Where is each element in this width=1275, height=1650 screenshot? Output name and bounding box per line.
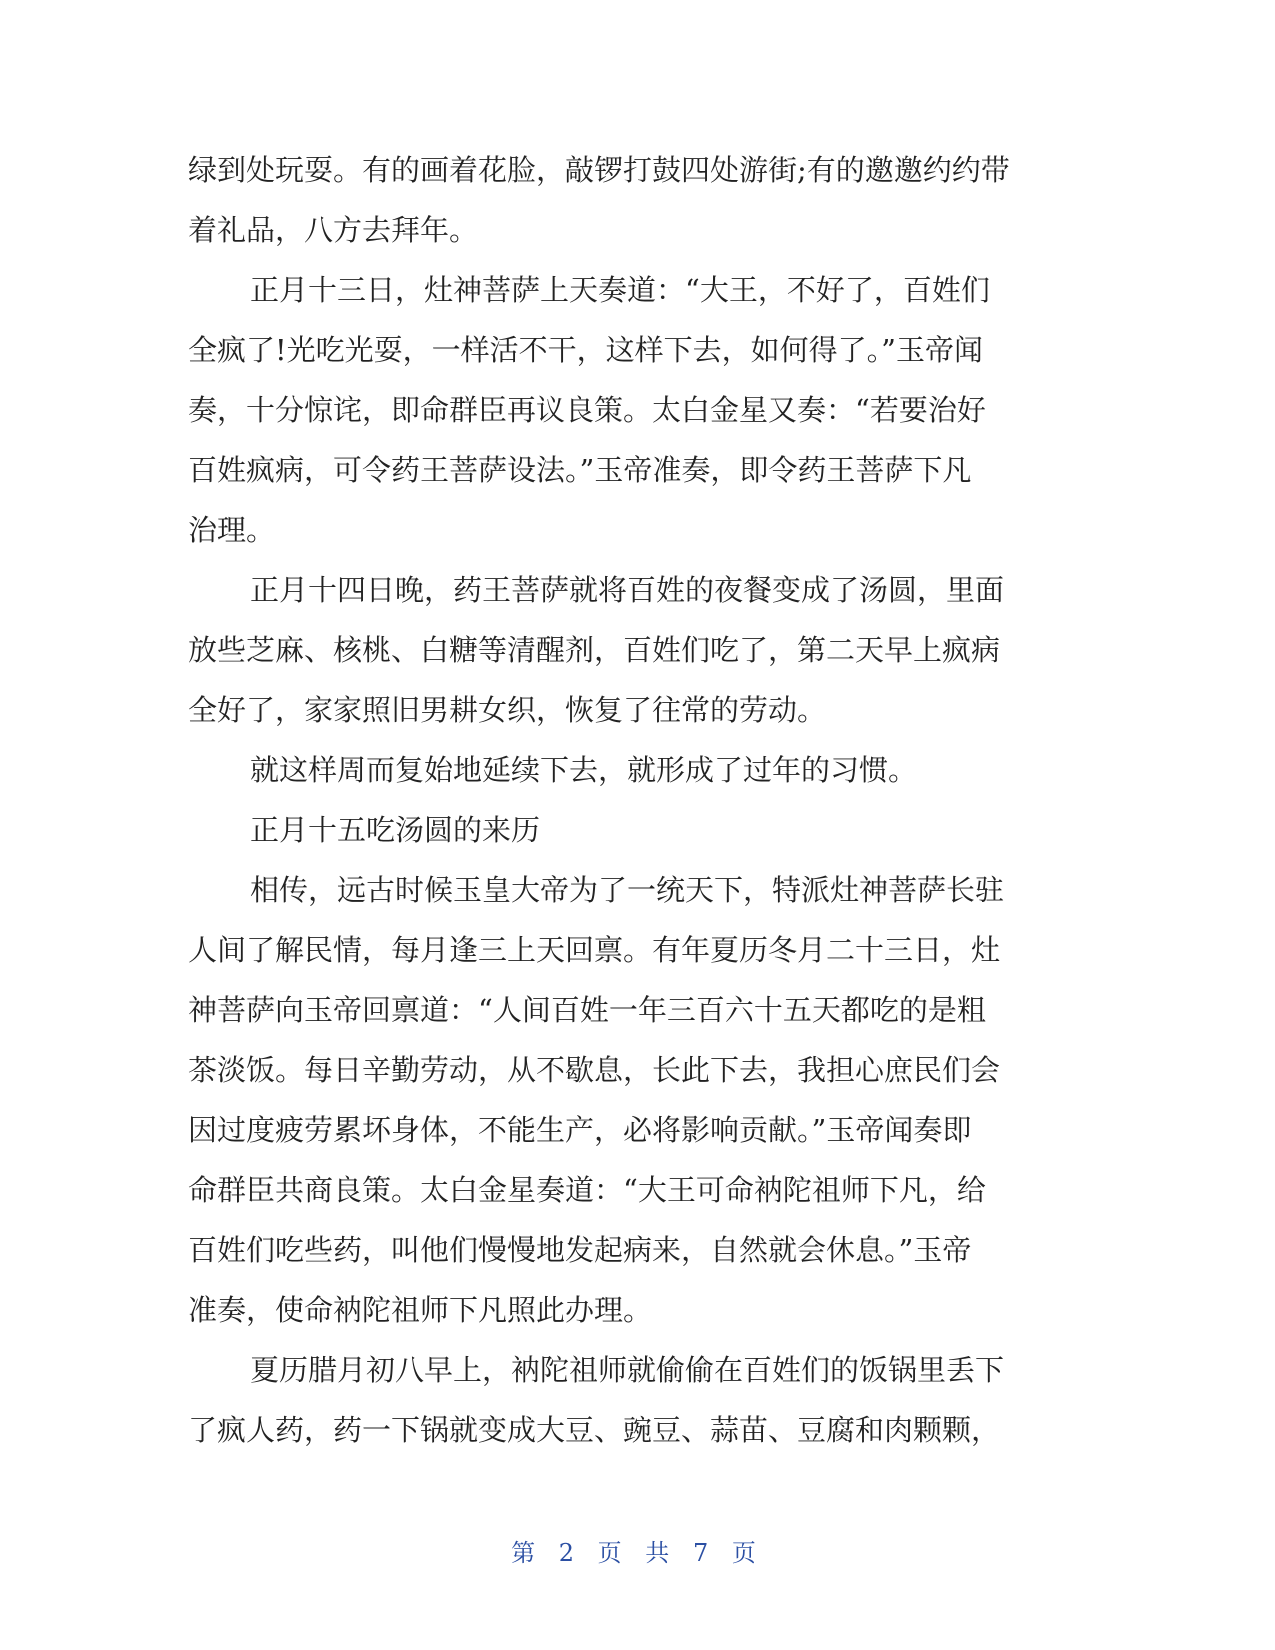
text-line: 着礼品，八方去拜年。 (188, 213, 479, 247)
text-line: 准奏，使命衲陀祖师下凡照此办理。 (188, 1293, 653, 1327)
text-line: 奏，十分惊诧，即命群臣再议良策。太白金星又奏：“若要治好 (188, 393, 986, 427)
section-heading: 正月十五吃汤圆的来历 (250, 813, 541, 847)
text-line: 治理。 (188, 513, 276, 547)
text-line: 放些芝麻、核桃、白糖等清醒剂，百姓们吃了，第二天早上疯病 (188, 633, 1001, 667)
text-line: 茶淡饭。每日辛勤劳动，从不歇息，长此下去，我担心庶民们会 (188, 1053, 1001, 1087)
text-line: 百姓疯病，可令药王菩萨设法。”玉帝准奏，即令药王菩萨下凡 (188, 453, 972, 487)
text-line: 正月十四日晚，药王菩萨就将百姓的夜餐变成了汤圆，里面 (250, 573, 1005, 607)
text-line: 因过度疲劳累坏身体，不能生产，必将影响贡献。”玉帝闻奏即 (188, 1113, 972, 1147)
text-line: 夏历腊月初八早上，衲陀祖师就偷偷在百姓们的饭锅里丢下 (250, 1353, 1005, 1387)
text-line: 全好了，家家照旧男耕女织，恢复了往常的劳动。 (188, 693, 827, 727)
text-line: 了疯人药，药一下锅就变成大豆、豌豆、蒜苗、豆腐和肉颗颗， (188, 1413, 1001, 1447)
text-line: 就这样周而复始地延续下去，就形成了过年的习惯。 (250, 753, 918, 787)
text-line: 正月十三日，灶神菩萨上天奏道：“大王，不好了，百姓们 (250, 273, 990, 307)
text-line: 相传，远古时候玉皇大帝为了一统天下，特派灶神菩萨长驻 (250, 873, 1005, 907)
text-line: 百姓们吃些药，叫他们慢慢地发起病来，自然就会休息。”玉帝 (188, 1233, 972, 1267)
text-line: 全疯了!光吃光耍，一样活不干，这样下去，如何得了。”玉帝闻 (188, 333, 983, 367)
document-body (188, 140, 1068, 1460)
text-line: 人间了解民情，每月逢三上天回禀。有年夏历冬月二十三日，灶 (188, 933, 1001, 967)
text-line: 神菩萨向玉帝回禀道：“人间百姓一年三百六十五天都吃的是粗 (188, 993, 986, 1027)
text-line: 绿到处玩耍。有的画着花脸，敲锣打鼓四处游街;有的邀邀约约带 (188, 153, 1010, 187)
text-line: 命群臣共商良策。太白金星奏道：“大王可命衲陀祖师下凡，给 (188, 1173, 986, 1207)
page-number-footer: 第 2 页 共 7 页 (511, 1539, 764, 1567)
